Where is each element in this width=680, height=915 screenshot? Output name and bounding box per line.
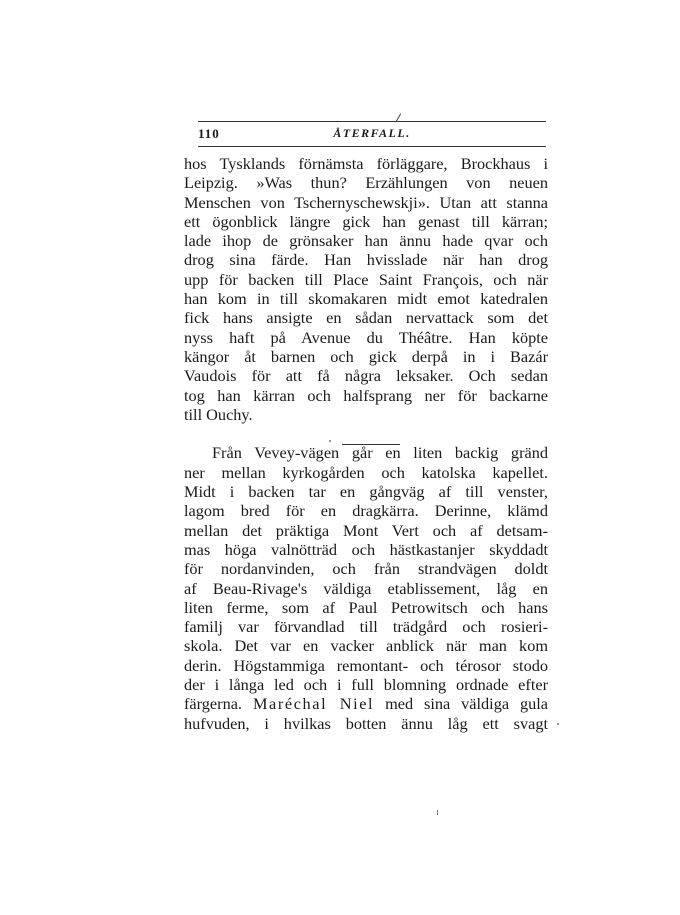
text-line: upp för backen till Place Saint François, och när: [184, 269, 548, 289]
text-line: Vaudois för att få några leksaker. Och sedan: [184, 366, 548, 386]
text-line: nyss haft på Avenue du Théâtre. Han köpte: [184, 327, 548, 347]
text-line: liten ferme, som af Paul Petrowitsch och hans: [184, 597, 548, 617]
text-line: Från Vevey-vägen går en liten backig gränd: [212, 443, 548, 463]
text-line: hufvuden, i hvilkas botten ännu låg ett svagt: [184, 713, 548, 733]
text-line: kängor åt barnen och gick derpå in i Bazár: [184, 346, 548, 366]
text-line: Midt i backen tar en gångväg af till venster,: [184, 482, 548, 502]
text-line: Leipzig. »Was thun? Erzählungen von neuen: [184, 173, 548, 193]
page-number: 110: [198, 126, 220, 141]
text-line: mellan det präktiga Mont Vert och af detsam-: [184, 520, 548, 540]
text-line: skola. Det var en vacker anblick när man kom: [184, 636, 548, 656]
paper-speck: [329, 440, 331, 442]
text-line: familj var förvandlad till trädgård och rosieri-: [184, 617, 548, 637]
text-line: der i långa led och i full blomning ordnade efter: [184, 675, 548, 695]
header-rule: [198, 146, 546, 147]
text-line: [184, 694, 548, 713]
spaced-name: Maréchal Niel: [252, 694, 375, 714]
text-fragment: med sina väldiga gula: [385, 694, 549, 714]
section-divider: [342, 444, 400, 445]
text-line: drog sina färde. Han hvisslade när han drog: [184, 250, 548, 270]
text-line: Menschen von Tschernyschewskji». Utan att stanna: [184, 192, 548, 212]
running-head: [198, 126, 546, 144]
text-line: fick hans ansigte en sådan nervattack som det: [184, 308, 548, 328]
text-line: ner mellan kyrkogården och katolska kapellet.: [184, 462, 548, 482]
paper-speck: [557, 723, 559, 725]
text-line: tog han kärran och halfsprang ner för backarne: [184, 385, 548, 405]
section-gap: [184, 424, 548, 443]
text-line: för nordanvinden, och från strandvägen doldt: [184, 559, 548, 579]
top-rule: [198, 121, 546, 122]
text-line: lagom bred för en dragkärra. Derinne, klämd: [184, 501, 548, 521]
text-line: han kom in till skomakaren midt emot katedralen: [184, 289, 548, 309]
text-line: lade ihop de grönsaker han ännu hade qvar och: [184, 231, 548, 251]
text-line: till Ouchy.: [184, 404, 253, 424]
text-fragment: färgerna.: [184, 694, 243, 714]
text-line: mas höga valnötträd och hästkastanjer skyddadt: [184, 539, 548, 559]
paper-speck: [437, 810, 438, 815]
text-line: af Beau-Rivage's väldiga etablissement, låg en: [184, 578, 548, 598]
running-title: ÅTERFALL.: [333, 126, 411, 140]
text-line: hos Tysklands förnämsta förläggare, Brockhaus i: [184, 154, 548, 173]
text-line: ett ögonblick längre gick han genast till kärran;: [184, 211, 548, 231]
text-line: derin. Högstammiga remontant- och térosor stodo: [184, 655, 548, 675]
